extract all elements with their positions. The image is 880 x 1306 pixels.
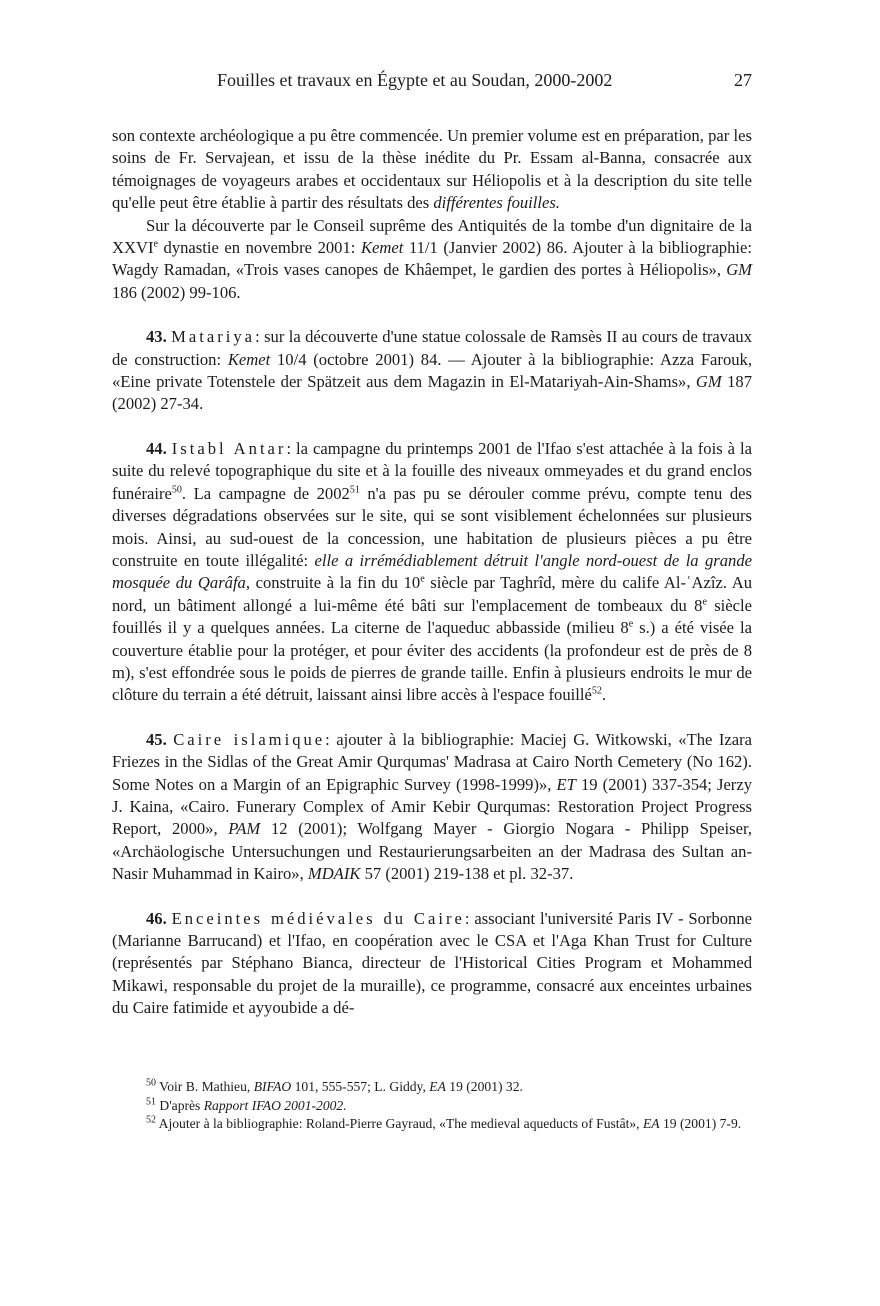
footnote-number: 52 bbox=[146, 1114, 156, 1126]
running-title: Fouilles et travaux en Égypte et au Soudan, 2000-2002 bbox=[217, 70, 613, 90]
journal-abbrev: EA bbox=[642, 1116, 660, 1132]
journal-abbrev: Kemet bbox=[360, 238, 404, 258]
footnote-51: $^{51}$ D'après Rapport IFAO 2001-2002. bbox=[146, 1096, 347, 1113]
journal-abbrev: Kemet bbox=[227, 349, 271, 369]
footnote-ref: 52 bbox=[591, 685, 602, 697]
superscript: e bbox=[420, 573, 425, 585]
section-number: 44. bbox=[146, 438, 167, 458]
superscript: e bbox=[153, 238, 158, 250]
footnote-number: 51 bbox=[146, 1096, 156, 1108]
section-44: 44. Istabl Antar: la campagne du printemps 2001 de l'Ifao s'est attachée à la fois à la suite du relevé topographique du site et à la fouille des niveaux ommeyades et du grand enclos funéraire$^{50}$. La campagne de 2002$^{51}$ n'a pas pu se dérouler comme prévu, compte tenu des diverses dégradations observées sur le site, qui se sont visiblement échelonnées sur plusieurs mois. Ainsi, au sud-ouest de la concession, une habitation de plusieurs pièces a pu être construite en toute illégalité: elle a irrémédiablement détruit l'angle nord-ouest de la grande mosquée du Qarâfa, construite à la fin du 10e siècle par Taghrîd, mère du calife Al-ʿAzîz. Au nord, un bâtiment allongé a lui-même été bâti sur l'emplacement de tombeaux du 8e siècle fouillés il y a quelques années. La citerne de l'aqueduc abbasside (milieu 8e s.) a été visée la couverture établie pour la protéger, et pour éviter des accidents (la profondeur est de près de 8 m), s'est effondrée sous le poids de pierres de grande taille. Enfin à plusieurs endroits le mur de clôture du terrain a été détruit, laissant ainsi libre accès à l'espace fouillé$^{52}$. bbox=[112, 438, 753, 705]
journal-abbrev: EA bbox=[429, 1079, 446, 1094]
section-45: 45. Caire islamique: ajouter à la bibliographie: Maciej G. Witkowski, «The Izara Friezes in the Sidlas of the Great Amir Qurqumas' Madrasa at Cairo North Cemetery (No 162). Some Notes on a Margin of an Epigraphic Survey (1998-1999)», ET 19 (2001) 337-354; Jerzy J. Kaina, «Cairo. Funerary Complex of Amir Kebir Qurqumas: Restoration Project Progress Report, 2000», PAM 12 (2001); Wolfgang Mayer - Giorgio Nogara - Philipp Speiser, «Archäologische Untersuchungen und Restaurierungsarbeiten an der Madrasa des Sultan an-Nasir Muhammad in Kairo», MDAIK 57 (2001) 219-138 et pl. 32-37. bbox=[112, 729, 752, 884]
journal-abbrev: ET bbox=[556, 774, 576, 794]
journal-abbrev: GM bbox=[695, 372, 722, 392]
main-text bbox=[112, 125, 752, 1020]
journal-abbrev: MDAIK bbox=[307, 864, 361, 884]
journal-abbrev: GM bbox=[726, 260, 752, 280]
italic-phrase: différentes fouilles. bbox=[433, 193, 560, 213]
footnote-ref: 50 bbox=[171, 484, 182, 496]
footnote-ref: 51 bbox=[349, 484, 360, 496]
journal-abbrev: BIFAO bbox=[253, 1079, 292, 1094]
site-name: Enceintes médiévales du Caire bbox=[171, 908, 465, 928]
superscript: e bbox=[702, 596, 707, 608]
section-number: 45. bbox=[146, 729, 167, 749]
report-title: Rapport IFAO 2001-2002. bbox=[203, 1097, 347, 1113]
running-header bbox=[112, 70, 752, 100]
footnote-number: 50 bbox=[146, 1077, 156, 1089]
superscript: e bbox=[628, 618, 634, 630]
italic-phrase: elle a irrémédiablement détruit l'angle nord-ouest de la grande mosquée du Qarâfa, bbox=[112, 550, 752, 593]
section-number: 46. bbox=[146, 908, 167, 928]
section-43: 43. Matariya: sur la découverte d'une statue colossale de Ramsès II au cours de travaux de construction: Kemet 10/4 (octobre 2001) 84. — Ajouter à la bibliographie: Azza Farouk, «Eine private Totenstele der Spätzeit aus dem Magazin in El-Matariyah-Ain-Shams», GM 187 (2002) 27-34. bbox=[112, 327, 752, 414]
site-name: Caire islamique bbox=[173, 729, 326, 749]
footnotes bbox=[112, 1078, 752, 1134]
footnote-52: $^{52}$ Ajouter à la bibliographie: Roland-Pierre Gayraud, «The medieval aqueducts of Fustât», EA 19 (2001) 7-9. bbox=[146, 1114, 742, 1132]
page-number: 27 bbox=[734, 70, 752, 90]
site-name: Istabl Antar bbox=[171, 438, 287, 458]
footnote-50: $^{50}$ Voir B. Mathieu, BIFAO 101, 555-557; L. Giddy, EA 19 (2001) 32. bbox=[146, 1077, 523, 1094]
section-number: 43. bbox=[146, 327, 167, 347]
intro-paragraph-2: Sur la découverte par le Conseil suprême des Antiquités de la tombe d'un dignitaire de la XXVIe dynastie en novembre 2001: Kemet 11/1 (Janvier 2002) 86. Ajouter à la bibliographie: Wagdy Ramadan, «Trois vases canopes de Khâempet, le gardien des portes à Héliopolis», GM 186 (2002) 99-106. bbox=[112, 215, 752, 302]
intro-paragraph-1: son contexte archéologique a pu être commencée. Un premier volume est en préparation, par les soins de Fr. Servajean, et issu de la thèse inédite du Pr. Essam al-Banna, consacrée aux témoignages de voyageurs arabes et occidentaux sur Héliopolis et à la description du site telle qu'elle peut être établie à partir des résultats des différentes fouilles. bbox=[112, 126, 752, 213]
section-46: 46. Enceintes médiévales du Caire: associant l'université Paris IV - Sorbonne (Marianne Barrucand) et l'Ifao, en coopération avec le CSA et l'Aga Khan Trust for Culture (représentés par Stéphano Bianca, directeur de l'Historical Cities Program et Mohammed Mikawi, responsable du projet de la muraille), ce programme, consacré aux enceintes urbaines du Caire fatimide et ayyoubide a dé- bbox=[112, 908, 752, 1018]
journal-abbrev: PAM bbox=[228, 819, 261, 839]
site-name: Matariya bbox=[171, 327, 256, 347]
